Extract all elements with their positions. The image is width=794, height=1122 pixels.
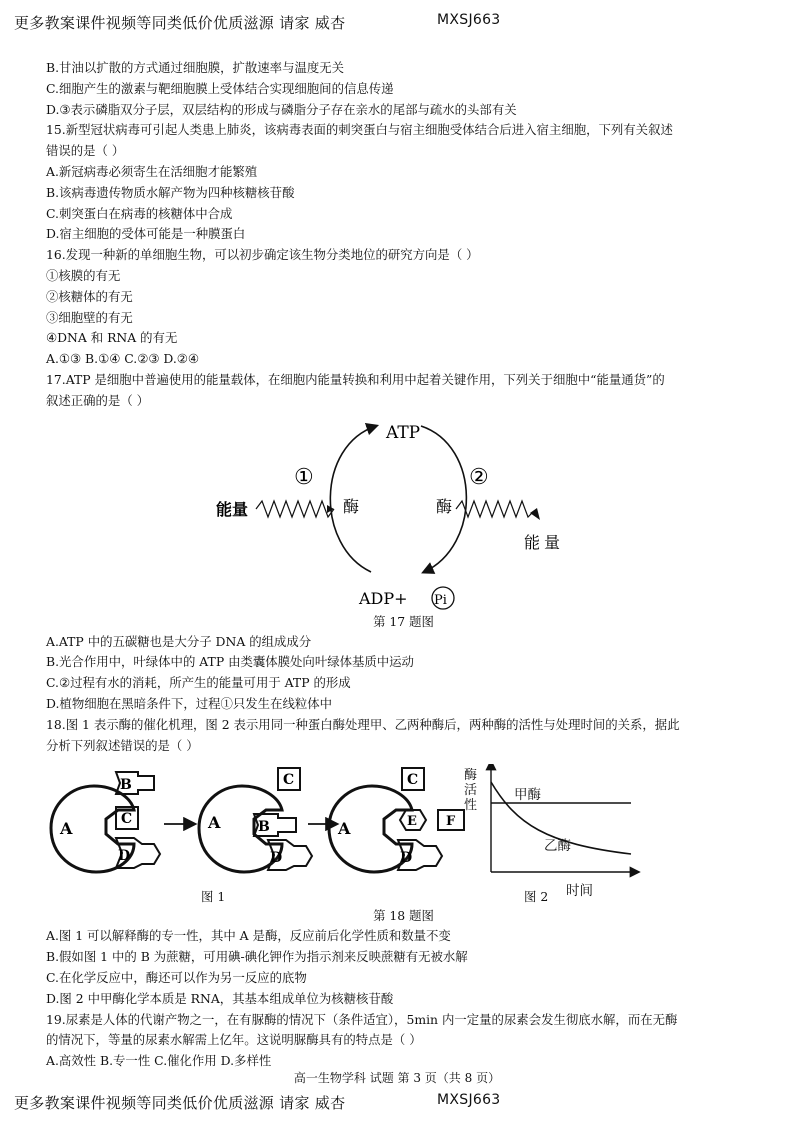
text-line: 18.图 1 表示酶的催化机理，图 2 表示用同一种蛋白酶处理甲、乙两种酶后，两种酶的活性与处理时间的关系，据此 <box>46 716 680 732</box>
text-line: B.甘油以扩散的方式通过细胞膜，扩散速率与温度无关 <box>46 60 345 75</box>
figure-1-label: 图 1 <box>201 889 226 905</box>
question-block-17-18 <box>46 632 761 757</box>
letter-c-3: C <box>407 772 419 789</box>
letter-a-3: A <box>338 819 351 839</box>
enzyme-left-label: 酶 <box>343 496 360 516</box>
figure-17-caption: 第 17 题图 <box>373 613 434 629</box>
pi-label: Pi <box>434 592 447 608</box>
text-line: ④DNA 和 RNA 的有无 <box>46 330 178 346</box>
text-line: 的情况下，等量的尿素水解需上亿年。这说明脲酶具有的特点是（ ） <box>46 1032 422 1048</box>
letter-b-1: B <box>120 777 132 794</box>
step-2-label: ② <box>469 464 489 490</box>
footer-banner-code: MXSJ663 <box>437 1092 501 1108</box>
text-line: C.细胞产生的激素与靶细胞膜上受体结合实现细胞间的信息传递 <box>46 80 394 96</box>
text-line: 16.发现一种新的单细胞生物，可以初步确定该生物分类地位的研究方向是（ ） <box>46 247 479 263</box>
letter-c-1: C <box>121 811 133 828</box>
text-line: D.③表示磷脂双分子层，双层结构的形成与磷脂分子存在亲水的尾部与疏水的头部有关 <box>46 101 517 117</box>
letter-a-1: A <box>60 819 73 839</box>
footer-banner-text: 更多教案课件视频等同类低价优质滋源 请家 威杏 <box>14 1094 346 1112</box>
text-line: 17.ATP 是细胞中普遍使用的能量载体，在细胞内能量转换和利用中起着关键作用，下列关于细胞中“能量通货”的 <box>46 371 665 387</box>
letter-e: E <box>407 814 417 830</box>
energy-out-zigzag <box>456 501 534 517</box>
text-line: D.植物细胞在黑暗条件下，过程①只发生在线粒体中 <box>46 695 333 711</box>
energy-out-arrowhead <box>530 508 540 520</box>
text-line: ③细胞壁的有无 <box>46 309 133 325</box>
atp-cycle-diagram <box>46 416 761 612</box>
text-line: 叙述正确的是（ ） <box>46 392 150 408</box>
letter-a-2: A <box>208 813 221 833</box>
energy-in-label: 能量 <box>216 499 249 519</box>
figure-2-label: 图 2 <box>524 889 549 905</box>
text-line: C.刺突蛋白在病毒的核糖体中合成 <box>46 205 233 221</box>
figure-17 <box>46 416 761 612</box>
series-jia-label: 甲酶 <box>514 787 541 804</box>
energy-out-label: 能量 <box>524 532 565 552</box>
letter-d-3: D <box>400 850 413 867</box>
text-line: D.图 2 中甲酶化学本质是 RNA，其基本组成单位为核糖核苷酸 <box>46 990 394 1006</box>
header-text: 更多教案课件视频等同类低价优质滋源 请家 威杏 <box>14 14 346 32</box>
text-line: 15.新型冠状病毒可引起人类患上肺炎，该病毒表面的刺突蛋白与宿主细胞受体结合后进入宿主细胞，下列有关叙述 <box>46 122 673 138</box>
graph2-x-label: 时间 <box>566 883 593 900</box>
figure-18 <box>46 764 761 905</box>
letter-d-1: D <box>118 848 131 865</box>
text-line: 19.尿素是人体的代谢产物之一，在有脲酶的情况下（条件适宜），5min 内一定量的尿素会发生彻底水解，而在无酶 <box>46 1011 678 1027</box>
figure-18-caption: 第 18 题图 <box>373 908 434 924</box>
text-line: 错误的是（ ） <box>46 143 125 159</box>
text-line: 分析下列叙述错误的是（ ） <box>46 737 199 753</box>
header-code: MXSJ663 <box>437 12 501 28</box>
text-line: ①核膜的有无 <box>46 267 121 283</box>
text-line: B.该病毒遗传物质水解产物为四种核糖核苷酸 <box>46 184 295 200</box>
text-line: D.宿主细胞的受体可能是一种膜蛋白 <box>46 226 246 242</box>
text-line: C.②过程有水的消耗，所产生的能量可用于 ATP 的形成 <box>46 675 351 691</box>
atp-label: ATP <box>386 422 421 443</box>
letter-b-2: B <box>258 819 270 836</box>
adp-label: ADP+ <box>359 588 408 608</box>
text-line: B.光合作用中，叶绿体中的 ATP 由类囊体膜处向叶绿体基质中运动 <box>46 654 414 670</box>
letter-c-2: C <box>283 772 295 789</box>
step-1-label: ① <box>294 464 314 490</box>
page-header <box>14 12 501 33</box>
letter-d-2: D <box>270 850 283 867</box>
text-line: A.图 1 可以解释酶的专一性，其中 A 是酶，反应前后化学性质和数量不变 <box>46 928 451 944</box>
enzyme-mechanism-diagram <box>46 764 761 884</box>
text-line: B.假如图 1 中的 B 为蔗糖，可用碘-碘化钾作为指示剂来反映蔗糖有无被水解 <box>46 949 468 965</box>
page-footer-banner <box>14 1092 501 1113</box>
graph2-y-label: 酶活性 <box>464 768 478 814</box>
text-line: A.ATP 中的五碳糖也是大分子 DNA 的组成成分 <box>46 633 312 649</box>
series-yi-label: 乙酶 <box>544 838 571 855</box>
page-content <box>46 58 761 1072</box>
page-footer: 高一生物学科 试题 第 3 页（共 8 页） <box>293 1071 501 1085</box>
question-block-14-17 <box>46 58 761 412</box>
text-line: A.高效性 B.专一性 C.催化作用 D.多样性 <box>46 1053 272 1069</box>
text-line: A.①③ B.①④ C.②③ D.②④ <box>46 351 200 367</box>
letter-f: F <box>446 814 456 830</box>
text-line: A.新冠病毒必须寄生在活细胞才能繁殖 <box>46 163 258 179</box>
enzyme-right-label: 酶 <box>436 496 453 516</box>
text-line: ②核糖体的有无 <box>46 288 133 304</box>
question-block-18-19 <box>46 926 761 1072</box>
text-line: C.在化学反应中，酶还可以作为另一反应的底物 <box>46 969 307 985</box>
energy-in-zigzag <box>256 501 334 517</box>
